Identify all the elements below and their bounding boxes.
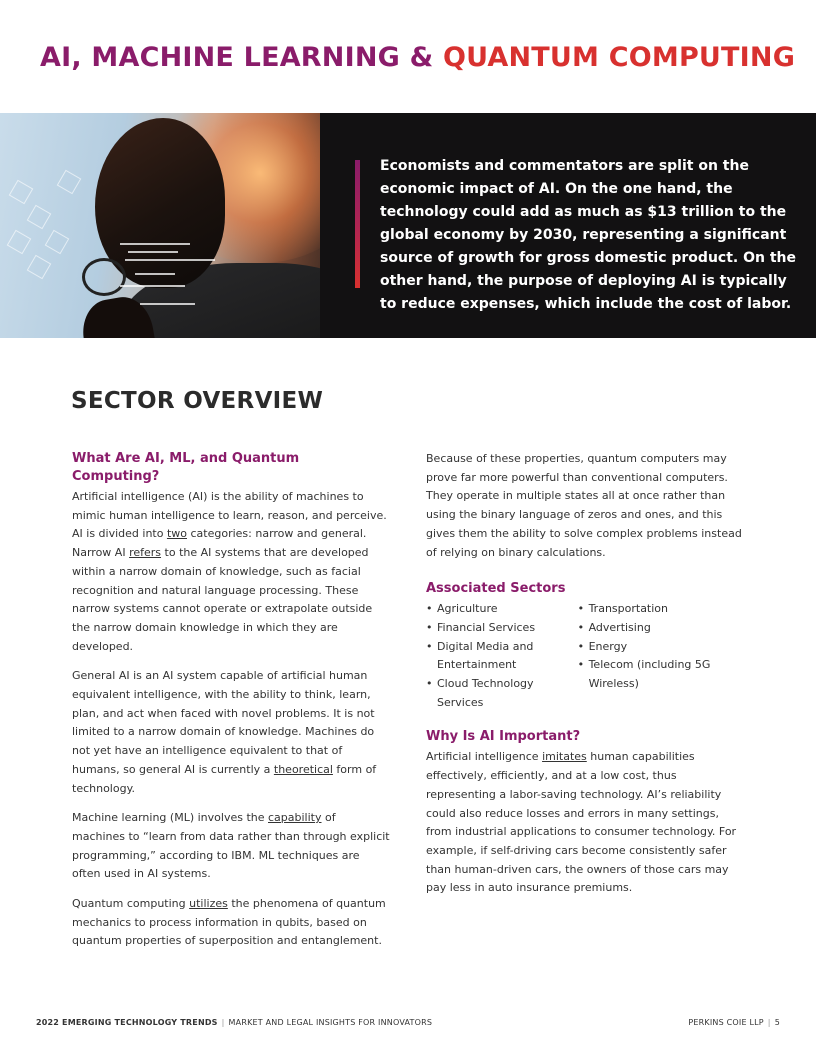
- sectors-column-1: [426, 600, 578, 712]
- paragraph-quantum-computing: Quantum computing utilizes the phenomena of quantum mechanics to process information in qubits, based on quantum properties of superposition and entanglement.: [72, 897, 386, 948]
- page-title-part-2: QUANTUM COMPUTING: [442, 42, 796, 73]
- list-item: • Advertising: [578, 619, 746, 638]
- paragraph-ai-definition: Artificial intelligence (AI) is the ability of machines to mimic human intelligence to learn, reason, and perceive. AI is divided into two categories: narrow and general. Narrow AI refers to the AI systems that are developed within a narrow domain of knowledge, such as facial recognition and natural language processing. These narrow systems cannot operate or extrapolate outside the narrow domain knowledge in which they are developed.: [72, 490, 387, 653]
- link-imitates[interactable]: imitates: [542, 750, 587, 764]
- link-utilizes[interactable]: utilizes: [189, 897, 228, 911]
- list-item: • Financial Services: [426, 619, 578, 638]
- list-item: • Telecom (including 5G Wireless): [578, 656, 746, 693]
- link-theoretical[interactable]: theoretical: [273, 762, 333, 776]
- hero-banner: [0, 113, 816, 338]
- footer-firm: PERKINS COIE LLP: [688, 1018, 764, 1027]
- hero-quote: Economists and commentators are split on the economic impact of AI. On the one hand, the technology could add as much as $13 trillion to the global economy by 2030, representing a significant source of growth for gross domestic product. On the other hand, the purpose of deploying AI is typically to reduce expenses, which include the cost of labor.: [380, 158, 796, 312]
- list-item: • Agriculture: [426, 600, 578, 619]
- paragraph-quantum-properties: Because of these properties, quantum computers may prove far more powerful than conventional computers. They operate in multiple states all at once rather than using the binary language of zeros and ones, and this gives them the ability to solve complex problems instead of relying on binary calculations.: [426, 452, 742, 559]
- link-capability[interactable]: capability: [268, 811, 322, 825]
- hero-quote-panel: [320, 113, 816, 338]
- page-title: [40, 42, 796, 73]
- list-item: • Energy: [578, 638, 746, 657]
- paragraph-why-ai-important: Artificial intelligence imitates human capabilities effectively, efficiently, and at a low cost, thus representing a labor-saving technology. AI’s reliability could also reduce losses and errors in many settings, from industrial applications to consumer technology. For example, if self-driving cars become consistently safer than human-driven cars, the owners of those cars may pay less in auto insurance premiums.: [426, 750, 737, 895]
- footer-report-title: 2022 EMERGING TECHNOLOGY TRENDS: [36, 1018, 218, 1027]
- sectors-list: [426, 600, 746, 712]
- section-title: SECTOR OVERVIEW: [71, 388, 324, 414]
- right-column: [426, 450, 746, 909]
- footer-left: 2022 EMERGING TECHNOLOGY TRENDS | MARKET AND LEGAL INSIGHTS FOR INNOVATORS: [36, 1018, 433, 1027]
- hero-photo-woman-with-glasses: [0, 113, 320, 338]
- left-column: [72, 450, 390, 962]
- list-item: • Transportation: [578, 600, 746, 619]
- page-number: 5: [774, 1018, 780, 1027]
- list-item: • Digital Media and Entertainment: [426, 638, 578, 675]
- paragraph-machine-learning: Machine learning (ML) involves the capability of machines to “learn from data rather than through explicit programming,” according to IBM. ML techniques are often used in AI systems.: [72, 811, 390, 881]
- list-item: • Cloud Technology Services: [426, 675, 578, 712]
- heading-why-ai-important: Why Is AI Important?: [426, 729, 581, 745]
- footer-subtitle: MARKET AND LEGAL INSIGHTS FOR INNOVATORS: [228, 1018, 433, 1027]
- footer-right: PERKINS COIE LLP | 5: [688, 1018, 780, 1027]
- heading-what-are-ai: What Are AI, ML, and Quantum Computing?: [72, 451, 300, 484]
- link-refers[interactable]: refers: [129, 546, 162, 560]
- paragraph-general-ai: General AI is an AI system capable of artificial human equivalent intelligence, with the ability to think, learn, plan, and act when faced with novel problems. It is not limited to a narrow domain of knowledge. Machines do not yet have an intelligence equivalent to that of humans, so general AI is currently a theoretical form of technology.: [72, 669, 377, 795]
- quote-accent-bar: [355, 160, 360, 288]
- page-title-part-1: AI, MACHINE LEARNING &: [40, 42, 434, 73]
- page-footer: [36, 1018, 780, 1027]
- sectors-column-2: [578, 600, 746, 712]
- heading-associated-sectors: Associated Sectors: [426, 581, 566, 597]
- link-two[interactable]: two: [166, 527, 187, 541]
